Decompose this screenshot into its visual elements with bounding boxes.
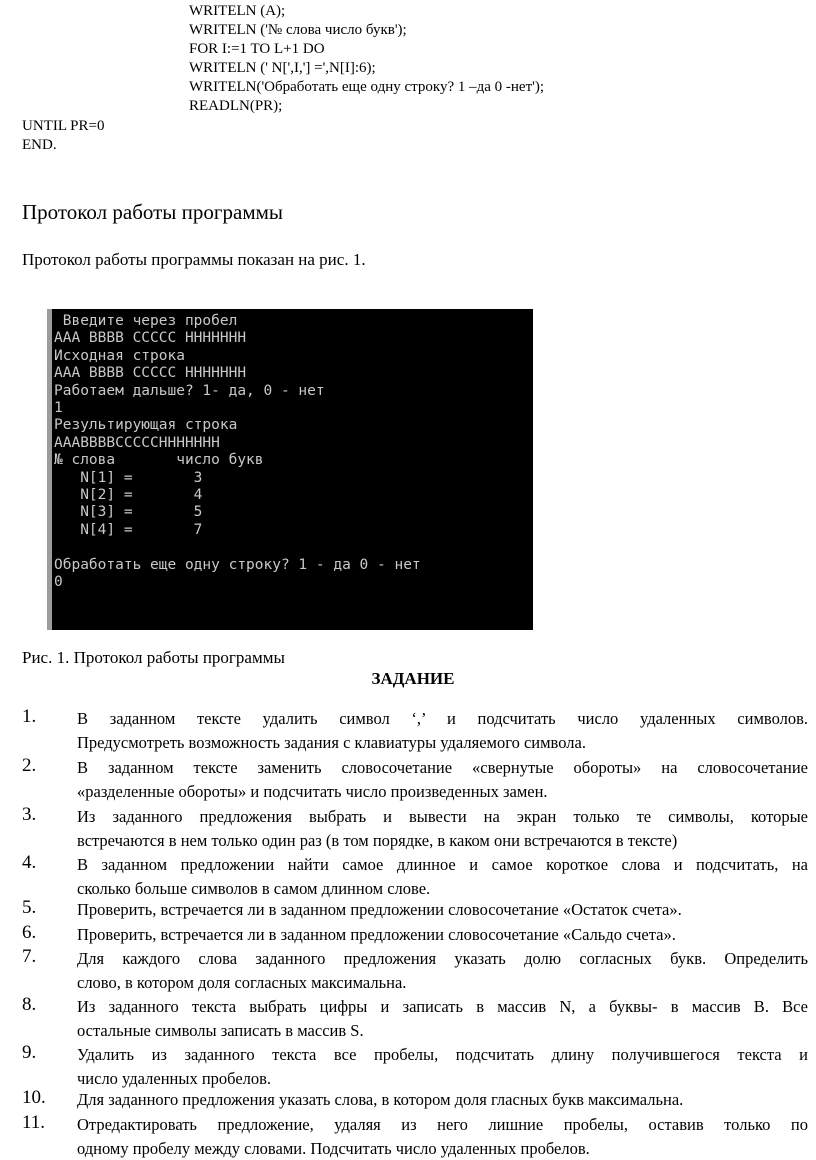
- task-text-line: Для каждого слова заданного предложения указать долю согласных букв. Определить: [77, 947, 808, 971]
- task-heading: ЗАДАНИЕ: [0, 668, 816, 690]
- code-line: WRITELN (' N[',I,'] =',N[I]:6);: [189, 59, 376, 78]
- task-text-line: слово, в котором доля согласных максимальна.: [77, 971, 808, 995]
- console-line: АААВВВВСССССННННННН: [54, 435, 220, 452]
- task-text-line: Отредактировать предложение, удаляя из него лишние пробелы, оставив только по: [77, 1113, 808, 1137]
- task-text-line: Удалить из заданного текста все пробелы, подсчитать длину получившегося текста и: [77, 1043, 808, 1067]
- task-number: 1.: [22, 705, 36, 729]
- code-line: READLN(PR);: [189, 97, 282, 116]
- console-line: Обработать еще одну строку? 1 - да 0 - нет: [54, 557, 421, 574]
- console-scroll-strip: [47, 309, 52, 630]
- console-screenshot: [47, 309, 533, 630]
- task-text-line: Для заданного предложения указать слова, в котором доля гласных букв максимальна.: [77, 1088, 808, 1112]
- task-text-line: «разделенные обороты» и подсчитать число произведенных замен.: [77, 780, 808, 804]
- console-line: N[1] = 3: [54, 470, 202, 487]
- console-line: ААА ВВВВ ССССС ННННННН: [54, 365, 246, 382]
- task-number: 7.: [22, 945, 36, 969]
- code-line-until: UNTIL PR=0: [22, 117, 105, 136]
- task-text-line: Предусмотреть возможность задания с клавиатуры удаляемого символа.: [77, 731, 808, 755]
- task-number: 9.: [22, 1041, 36, 1065]
- task-number: 2.: [22, 754, 36, 778]
- console-line: 0: [54, 574, 63, 591]
- console-line: N[2] = 4: [54, 487, 202, 504]
- task-number: 10.: [22, 1086, 46, 1110]
- task-number: 11.: [22, 1111, 45, 1135]
- task-number: 4.: [22, 851, 36, 875]
- code-line: WRITELN('Обработать еще одну строку? 1 –да 0 -нет');: [189, 78, 544, 97]
- task-text-line: Из заданного текста выбрать цифры и записать в массив N, а буквы- в массив B. Все: [77, 995, 808, 1019]
- task-number: 8.: [22, 993, 36, 1017]
- task-text-line: Проверить, встречается ли в заданном предложении словосочетание «Остаток счета».: [77, 898, 808, 922]
- task-text-line: Проверить, встречается ли в заданном предложении словосочетание «Сальдо счета».: [77, 923, 808, 947]
- console-line: № слова число букв: [54, 452, 264, 469]
- console-line: N[4] = 7: [54, 522, 202, 539]
- console-line: 1: [54, 400, 63, 417]
- task-text-line: остальные символы записать в массив S.: [77, 1019, 808, 1043]
- intro-paragraph: Протокол работы программы показан на рис. 1.: [22, 249, 366, 271]
- task-text-line: В заданном предложении найти самое длинное и самое короткое слова и подсчитать, на: [77, 853, 808, 877]
- task-text-line: В заданном тексте удалить символ ‘,’ и подсчитать число удаленных символов.: [77, 707, 808, 731]
- section-title: Протокол работы программы: [22, 199, 283, 225]
- console-line: ААА ВВВВ ССССС ННННННН: [54, 330, 246, 347]
- task-number: 5.: [22, 896, 36, 920]
- console-line: N[3] = 5: [54, 504, 202, 521]
- console-line: Результирующая строка: [54, 417, 237, 434]
- figure-caption: Рис. 1. Протокол работы программы: [22, 647, 285, 669]
- task-text-line: сколько больше символов в самом длинном слове.: [77, 877, 808, 901]
- code-line: FOR I:=1 TO L+1 DO: [189, 40, 325, 59]
- task-number: 3.: [22, 803, 36, 827]
- console-line: Работаем дальше? 1- да, 0 - нет: [54, 383, 325, 400]
- task-text-line: Из заданного предложения выбрать и вывести на экран только те символы, которые: [77, 805, 808, 829]
- console-line: Исходная строка: [54, 348, 185, 365]
- code-line-end: END.: [22, 136, 57, 155]
- task-text-line: встречаются в нем только один раз (в том порядке, в каком они встречаются в тексте): [77, 829, 808, 853]
- task-text-line: В заданном тексте заменить словосочетание «свернутые обороты» на словосочетание: [77, 756, 808, 780]
- code-line: WRITELN ('№ слова число букв');: [189, 21, 407, 40]
- console-line: Введите через пробел: [54, 313, 237, 330]
- task-number: 6.: [22, 921, 36, 945]
- task-text-line: число удаленных пробелов.: [77, 1067, 808, 1091]
- task-text-line: одному пробелу между словами. Подсчитать число удаленных пробелов.: [77, 1137, 808, 1160]
- code-line: WRITELN (A);: [189, 2, 285, 21]
